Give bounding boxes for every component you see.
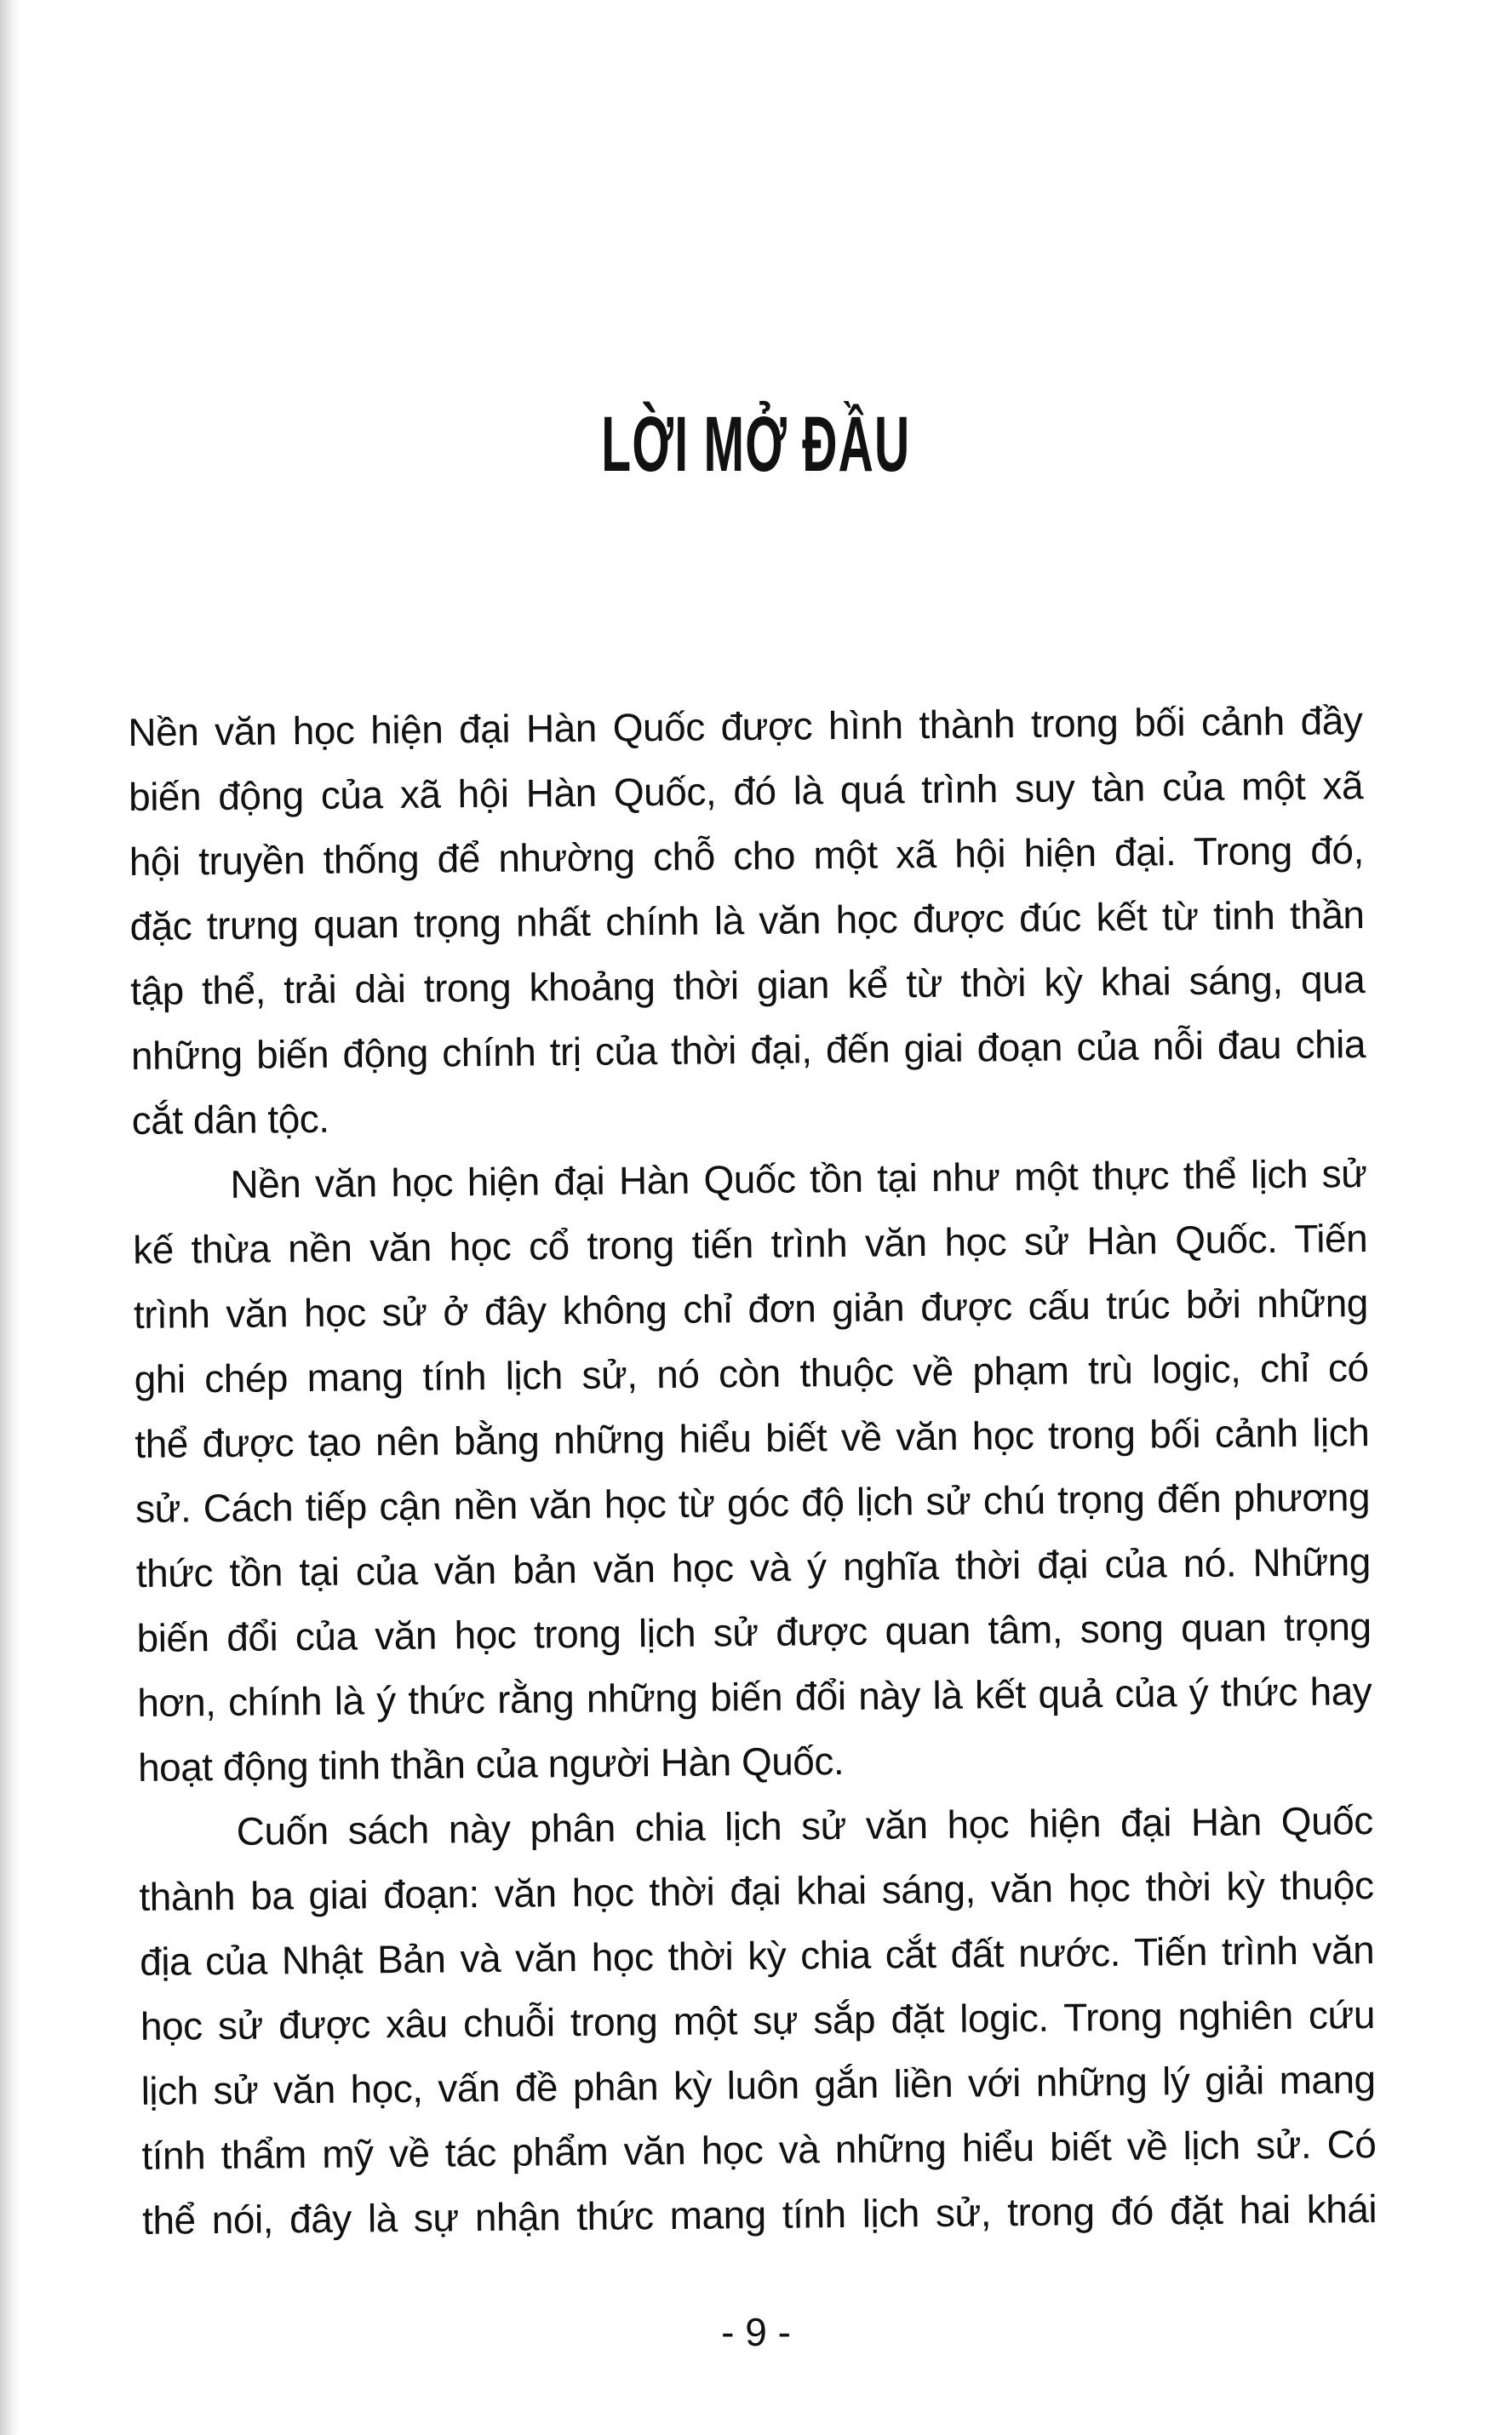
text-line: cắt dân tộc. (131, 1096, 329, 1143)
body-text (128, 688, 1377, 2253)
text-line: thể được tạo nên bằng những hiểu biết về văn học trong bối cảnh lịch (135, 1410, 1370, 1466)
text-line: kế thừa nền văn học cổ trong tiến trình văn học sử Hàn Quốc. Tiến (132, 1216, 1368, 1272)
text-line: lịch sử văn học, vấn đề phân kỳ luôn gắn liền với những lý giải mang (140, 2057, 1376, 2113)
text-line: thể nói, đây là sự nhận thức mang tính lịch sử, trong đó đặt hai khái (141, 2186, 1377, 2243)
text-line: Nền văn học hiện đại Hàn Quốc được hình thành trong bối cảnh đầy (128, 698, 1363, 754)
text-line: biến động của xã hội Hàn Quốc, đó là quá trình suy tàn của một xã (128, 763, 1364, 819)
text-line: hội truyền thống để nhường chỗ cho một xã hội hiện đại. Trong đó, (129, 828, 1365, 884)
text-line: học sử được xâu chuỗi trong một sự sắp đặt logic. Trong nghiên cứu (140, 1992, 1376, 2048)
text-line: địa của Nhật Bản và văn học thời kỳ chia cắt đất nước. Tiến trình văn (139, 1928, 1375, 1984)
chapter-title (0, 400, 1512, 490)
text-line: đặc trưng quan trọng nhất chính là văn học được đúc kết từ tinh thần (129, 892, 1365, 948)
text-line: tập thể, trải dài trong khoảng thời gian kể từ thời kỳ khai sáng, qua (130, 957, 1366, 1013)
text-line: tính thẩm mỹ về tác phẩm văn học và những hiểu biết về lịch sử. Có (141, 2122, 1377, 2178)
chapter-title-text: LỜI MỞ ĐẦU (601, 401, 911, 488)
text-line: thức tồn tại của văn bản văn học và ý nghĩa thời đại của nó. Những (135, 1539, 1372, 1596)
text-line: hơn, chính là ý thức rằng những biến đổi này là kết quả của ý thức hay (137, 1669, 1372, 1725)
text-line: những biến động chính trị của thời đại, đến giai đoạn của nỗi đau chia (130, 1022, 1366, 1078)
text-line: trình văn học sử ở đây không chỉ đơn giản được cấu trúc bởi những (133, 1281, 1369, 1337)
scan-edge-shadow (0, 0, 19, 2435)
text-line: thành ba giai đoạn: văn học thời đại khai sáng, văn học thời kỳ thuộc (139, 1863, 1374, 1919)
text-line: ghi chép mang tính lịch sử, nó còn thuộc về phạm trù logic, chỉ có (134, 1345, 1369, 1401)
text-line: biến đổi của văn học trong lịch sử được quan tâm, song quan trọng (136, 1604, 1372, 1660)
page-number: - 9 - (721, 2310, 791, 2354)
text-line: sử. Cách tiếp cận nền văn học từ góc độ lịch sử chú trọng đến phương (135, 1475, 1371, 1531)
text-line: hoạt động tinh thần của người Hàn Quốc. (137, 1738, 845, 1790)
text-line: Nền văn học hiện đại Hàn Quốc tồn tại như một thực thể lịch sử (230, 1151, 1367, 1206)
text-line: Cuốn sách này phân chia lịch sử văn học hiện đại Hàn Quốc (236, 1798, 1373, 1853)
